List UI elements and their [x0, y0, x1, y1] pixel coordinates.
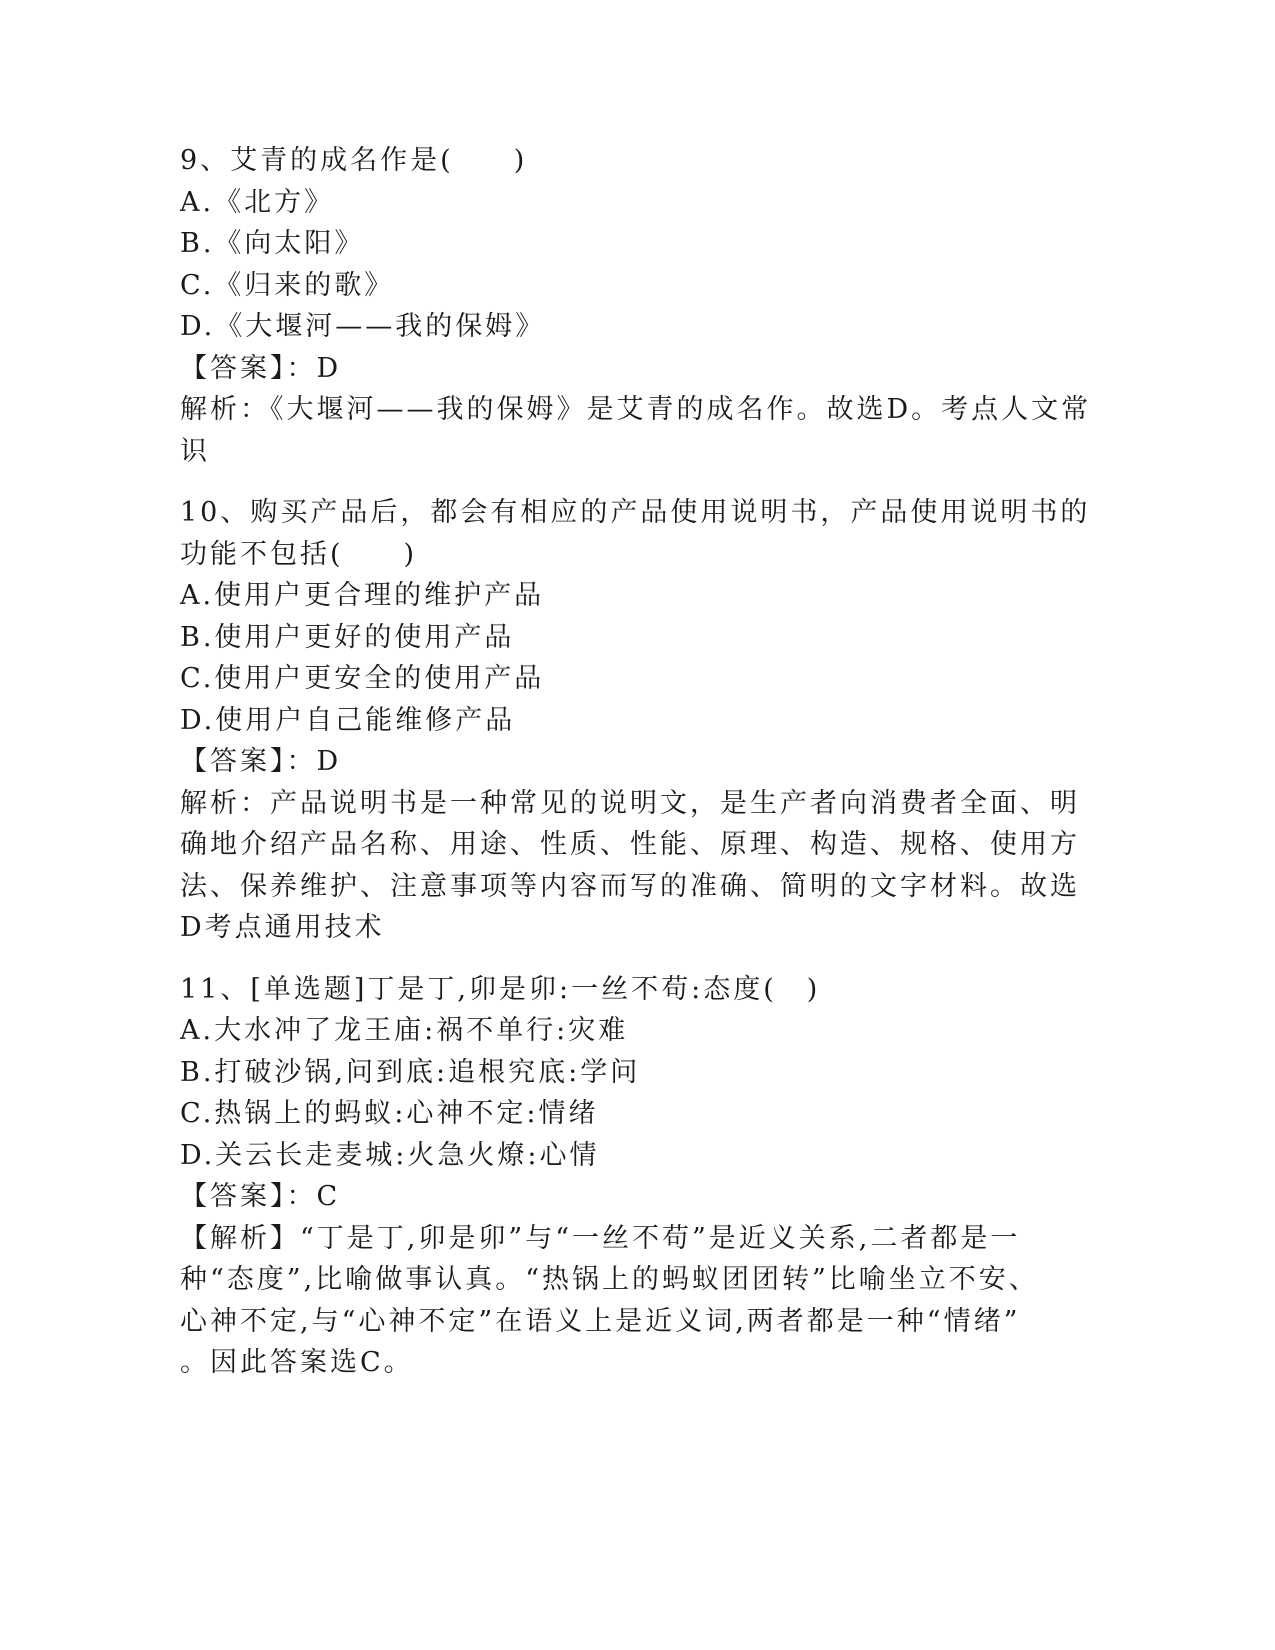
option-b: B.使用户更好的使用产品 [180, 621, 515, 653]
answer-line: 【答案】：C [180, 1181, 341, 1212]
question-stem: 9、艾青的成名作是( ) [180, 145, 528, 176]
option-c: C.热锅上的蚂蚁:心神不定:情绪 [180, 1098, 599, 1129]
option-b: B.打破沙锅,问到底:追根究底:学问 [180, 1056, 641, 1088]
analysis-line: D考点通用技术 [180, 912, 385, 943]
spacer [180, 949, 1040, 969]
question-block [180, 492, 1091, 949]
analysis-line: 解析：产品说明书是一种常见的说明文，是生产者向消费者全面、明 [180, 787, 1080, 819]
question-block [180, 969, 1040, 1384]
question-stem: 功能不包括( ) [180, 538, 418, 570]
option-b: B.《向太阳》 [180, 228, 365, 259]
option-d: D.《大堰河——我的保姆》 [180, 311, 546, 342]
analysis-line: 解析：《大堰河——我的保姆》是艾青的成名作。故选D。考点人文常 [180, 394, 1092, 425]
option-c: C.《归来的歌》 [180, 269, 395, 301]
option-d: D.使用户自己能维修产品 [180, 704, 516, 736]
answer-line: 【答案】：D [180, 352, 342, 384]
analysis-line: 。因此答案选C。 [180, 1347, 414, 1378]
analysis-line: 法、保养维护、注意事项等内容而写的准确、简明的文字材料。故选 [180, 870, 1080, 902]
option-a: A.《北方》 [180, 186, 335, 218]
answer-line: 【答案】：D [180, 746, 342, 777]
analysis-line: 【解析】“丁是丁,卯是卯”与“一丝不苟”是近义关系,二者都是一 [180, 1222, 1021, 1254]
analysis-line: 识 [180, 435, 210, 467]
document-page [180, 140, 1092, 1384]
question-stem: 11、[单选题]丁是丁,卯是卯:一丝不苟:态度( ) [180, 973, 821, 1005]
option-c: C.使用户更安全的使用产品 [180, 663, 545, 694]
option-a: A.大水冲了龙王庙:祸不单行:灾难 [180, 1015, 629, 1046]
option-d: D.关云长走麦城:火急火燎:心情 [180, 1139, 600, 1171]
spacer [180, 472, 1040, 492]
analysis-line: 心神不定,与“心神不定”在语义上是近义词,两者都是一种“情绪” [180, 1305, 1021, 1337]
question-block [180, 140, 1092, 472]
analysis-line: 确地介绍产品名称、用途、性质、性能、原理、构造、规格、使用方 [180, 829, 1080, 860]
question-stem: 10、购买产品后，都会有相应的产品使用说明书，产品使用说明书的 [180, 497, 1091, 528]
option-a: A.使用户更合理的维护产品 [180, 580, 545, 611]
analysis-line: 种“态度”,比喻做事认真。“热锅上的蚂蚁团团转”比喻坐立不安、 [180, 1264, 1039, 1295]
